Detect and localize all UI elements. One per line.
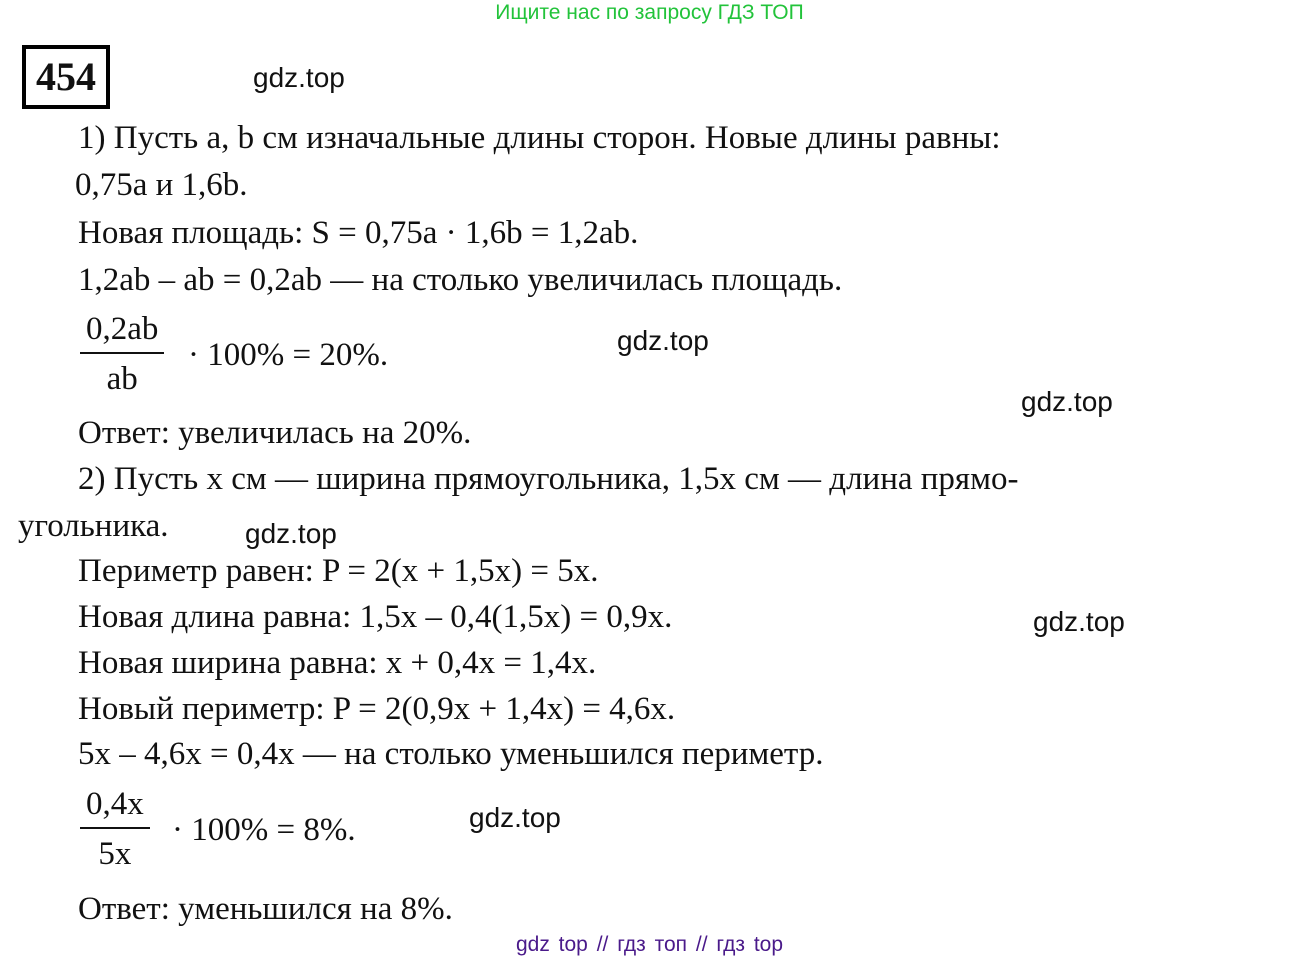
solution-line: 1,2ab – ab = 0,2ab — на столько увеличилась площадь.: [78, 262, 843, 298]
watermark: gdz.top: [469, 802, 561, 833]
solution-line: 2) Пусть x см — ширина прямоугольника, 1,5x см — длина прямо-: [78, 461, 1019, 497]
solution-line: 1) Пусть a, b см изначальные длины сторон. Новые длины равны:: [78, 120, 1001, 156]
solution-line: Новый периметр: P = 2(0,9x + 1,4x) = 4,6x.: [78, 691, 676, 727]
answer-line: Ответ: увеличилась на 20%.: [78, 415, 472, 451]
solution-line: 0,75a и 1,6b.: [75, 167, 248, 203]
solution-line: Новая площадь: S = 0,75a · 1,6b = 1,2ab.: [78, 215, 639, 251]
solution-line: Новая ширина равна: x + 0,4x = 1,4x.: [78, 645, 597, 681]
footer-links: gdz top // гдз топ // гдз top: [515, 933, 784, 956]
fraction-numerator: 0,2ab: [80, 310, 164, 354]
solution-line: Периметр равен: P = 2(x + 1,5x) = 5x.: [78, 553, 599, 589]
watermark: gdz.top: [617, 325, 709, 356]
solution-line: · 100% = 8%.: [172, 812, 356, 848]
watermark: gdz.top: [1021, 386, 1113, 417]
fraction-denominator: ab: [106, 361, 138, 397]
fraction: [80, 785, 150, 875]
watermark: gdz.top: [253, 62, 345, 93]
problem-number: 454: [22, 45, 110, 109]
fraction: [80, 310, 164, 400]
solution-line: 5x – 4,6x = 0,4x — на столько уменьшился периметр.: [78, 736, 824, 772]
solution-line: · 100% = 20%.: [188, 337, 389, 373]
solution-line: Новая длина равна: 1,5x – 0,4(1,5x) = 0,9x.: [78, 599, 673, 635]
solution-line: угольника.: [18, 508, 169, 544]
watermark: gdz.top: [1033, 606, 1125, 637]
fraction-numerator: 0,4x: [80, 785, 150, 829]
search-hint-header: Ищите нас по запросу ГДЗ ТОП: [495, 1, 804, 24]
answer-line: Ответ: уменьшился на 8%.: [78, 891, 453, 927]
watermark: gdz.top: [245, 518, 337, 549]
fraction-denominator: 5x: [98, 836, 132, 872]
